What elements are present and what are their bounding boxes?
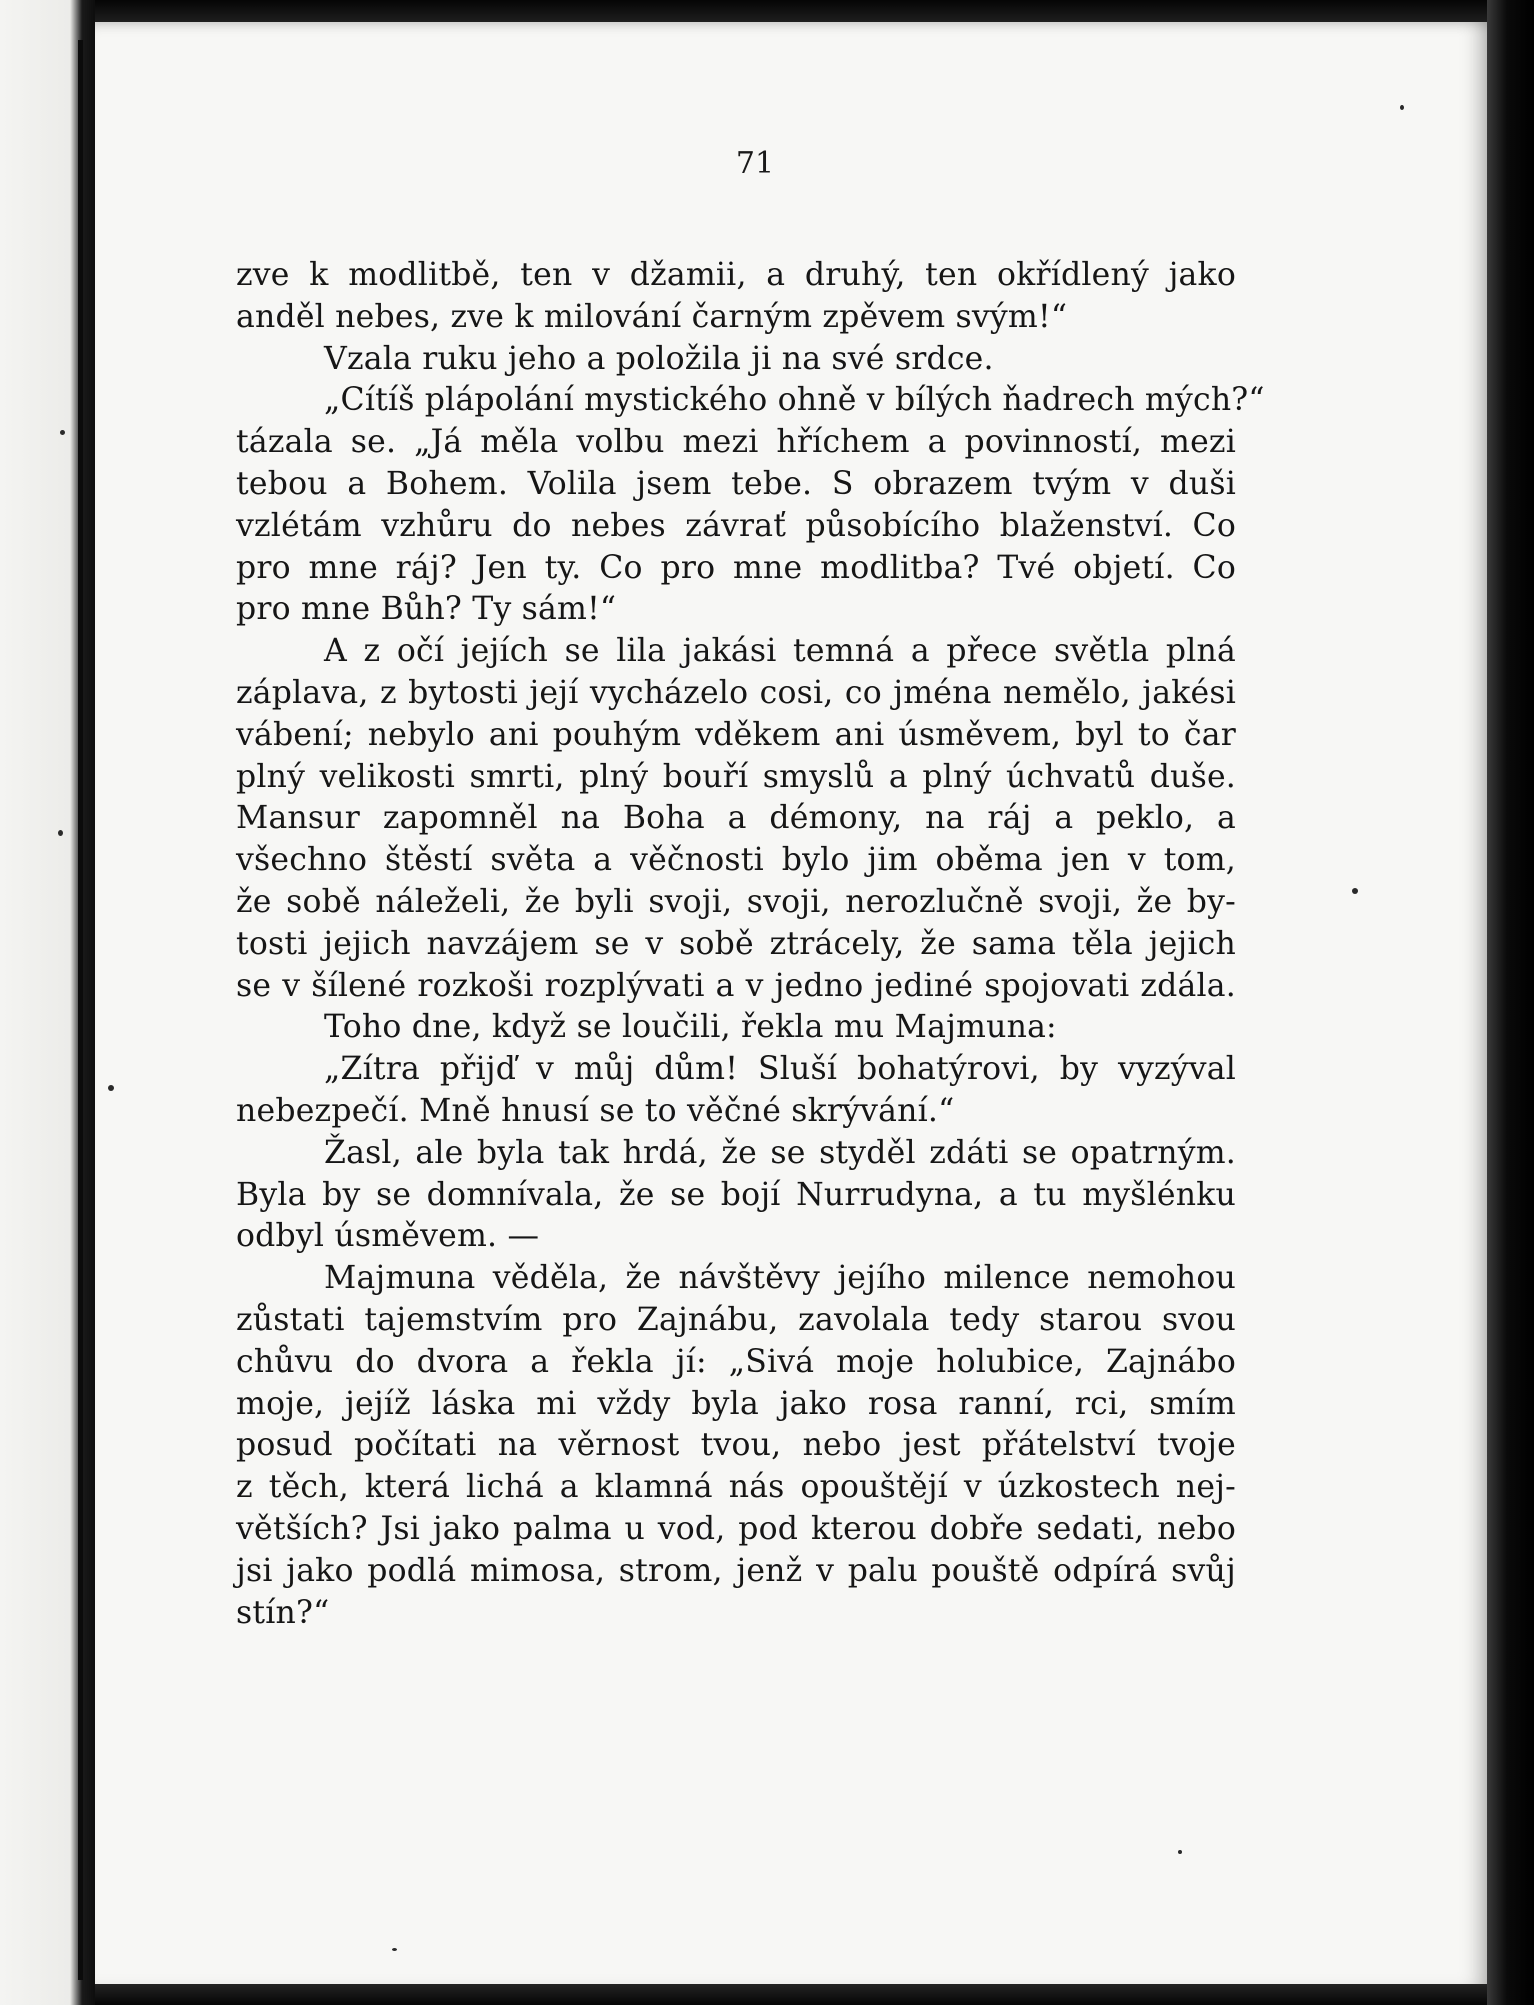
text-line: Toho dne, když se loučili, řekla mu Majmuna: [324,1009,1057,1046]
scan-speck [1352,888,1358,894]
text-line: „Cítíš plápolání mystického ohně v bílých ňadrech mých?“ [324,382,1265,419]
text-line: Byla by se domnívala, že se bojí Nurrudyna, a tu myšlénku [236,1176,1236,1213]
text-line: jsi jako podlá mimosa, strom, jenž v palu pouště odpírá svůj [236,1552,1236,1589]
text-line: zve k modlitbě, ten v džamii, a druhý, ten okřídlený jako [236,257,1236,293]
right-scan-border [1487,0,1534,2005]
text-line: Mansur zapomněl na Boha a démony, na ráj a peklo, a [236,800,1236,837]
text-line: „Zítra přijď v můj dům! Sluší bohatýrovi, by vyzýval [324,1051,1236,1088]
text-line: A z očí jejích se lila jakási temná a přece světla plná [324,633,1236,670]
bottom-scan-border [95,1984,1487,2005]
text-line: odbyl úsměvem. — [236,1218,540,1255]
text-line: Vzala ruku jeho a položila ji na své srdce. [324,340,994,377]
text-line: tosti jejich navzájem se v sobě ztrácely, že sama těla jejich [236,925,1236,962]
book-spine-shadow [78,40,83,1980]
text-line: chůvu do dvora a řekla jí: „Sivá moje holubice, Zajnábo [236,1343,1236,1380]
text-line: větších? Jsi jako palma u vod, pod kterou dobře sedati, nebo [236,1510,1236,1547]
scan-speck [1178,1850,1182,1854]
text-line: tebou a Bohem. Volila jsem tebe. S obrazem tvým v duši [236,465,1236,502]
text-line: tázala se. „Já měla volbu mezi hříchem a povinností, mezi [236,424,1236,461]
text-line: posud počítati na věrnost tvou, nebo jest přátelství tvoje [236,1427,1236,1464]
text-line: záplava, z bytosti její vycházelo cosi, co jména nemělo, jakési [236,674,1236,711]
text-line: se v šílené rozkoši rozplývati a v jedno jediné spojovati zdála. [236,967,1236,1004]
top-scan-border [95,0,1487,22]
text-line: pro mne Bůh? Ty sám!“ [236,591,617,628]
text-line: vábení; nebylo ani pouhým vděkem ani úsměvem, byl to čar [236,716,1236,753]
text-line: Majmuna věděla, že návštěvy jejího milence nemohou [324,1260,1236,1297]
text-line: plný velikosti smrti, plný bouří smyslů a plný úchvatů duše. [236,758,1236,795]
page-body-text [236,255,1265,1634]
text-line: pro mne ráj? Jen ty. Co pro mne modlitba? Tvé objetí. Co [236,549,1236,586]
text-line: stín?“ [236,1594,330,1631]
text-line: anděl nebes, zve k milování čarným zpěvem svým!“ [236,298,1068,335]
text-line: nebezpečí. Mně hnusí se to věčné skrývání.“ [236,1092,955,1129]
page-number: 71 [735,146,775,181]
text-line: zůstati tajemstvím pro Zajnábu, zavolala tedy starou svou [236,1301,1236,1338]
scan-speck [392,1948,397,1951]
text-line: že sobě náleželi, že byli svoji, svoji, nerozlučně svoji, že by- [236,883,1236,920]
text-line: z těch, která lichá a klamná nás opouštějí v úzkostech nej- [236,1469,1236,1506]
scan-speck [58,830,63,836]
text-line: vzlétám vzhůru do nebes závrať působícího blaženství. Co [236,507,1236,544]
scan-speck [60,430,65,435]
text-line: moje, jejíž láska mi vždy byla jako rosa ranní, rci, smím [236,1385,1236,1422]
scan-speck [1400,105,1404,110]
scan-speck [108,1085,114,1091]
text-line: všechno štěstí světa a věčnosti bylo jim oběma jen v tom, [236,842,1236,879]
text-line: Žasl, ale byla tak hrdá, že se styděl zdáti se opatrným. [324,1134,1236,1171]
